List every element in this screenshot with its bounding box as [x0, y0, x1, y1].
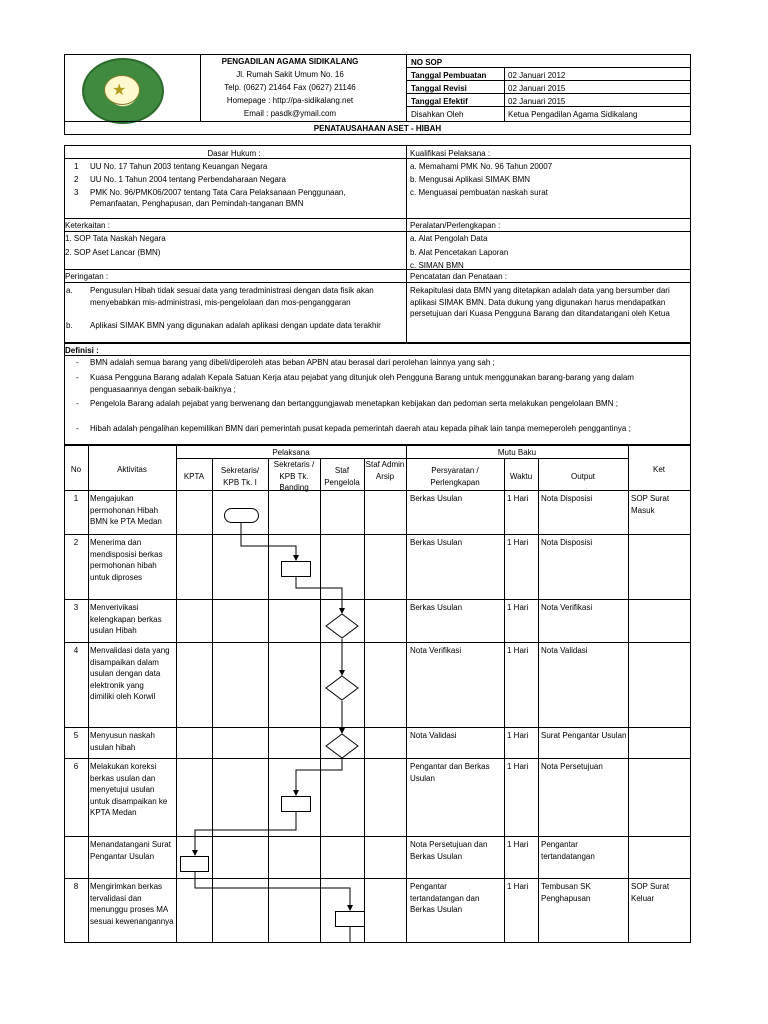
definisi-item-1: BMN adalah semua barang yang dibeli/diperoleh atas beban APBN atau berasal dari perolehan lainnya yang sah ; — [90, 358, 495, 367]
dasar-hukum-text-3b: Pemanfaatan, Penghapusan, dan Pemindah-tanganan BMN — [90, 199, 304, 208]
definisi-bullet-4: - — [76, 424, 79, 433]
org-address: Jl. Rumah Sakit Umum No. 16 — [236, 70, 344, 79]
row-output: Nota Disposisi — [541, 494, 593, 503]
col-sekretaris-banding-header: Sekretaris / KPB Tk. Banding — [273, 460, 315, 492]
row-output: Surat Pengantar Usulan — [541, 731, 627, 740]
definisi-item-4: Hibah adalah pengalihan kepemilikan BMN dari pemerintah pusat kepada pemerintah daerah atau kepada pihak lain tanpa memeperoleh penggantinya ; — [90, 424, 631, 433]
row-waktu: 1 Hari — [507, 762, 529, 771]
row-persyaratan: Nota Persetujuan dan Berkas Usulan — [410, 840, 488, 861]
row-aktivitas: Mengajukan permohonan Hibah BMN ke PTA Medan — [90, 494, 162, 526]
star-icon: ★ — [112, 82, 127, 99]
row-no: 6 — [73, 762, 79, 771]
row-aktivitas: Melakukan koreksi berkas usulan dan menyetujui usulan untuk disampaikan ke KPTA Medan — [90, 762, 168, 817]
definisi-bullet-3: - — [76, 399, 79, 408]
col-output-header: Output — [570, 472, 595, 481]
definisi-item-3: Pengelola Barang adalah pejabat yang berwenang dan bertanggungjawab menetapkan kebijakan dan pedoman serta melakukan pengelolaan BMN ; — [90, 399, 618, 408]
col-aktivitas-header: Aktivitas — [117, 465, 147, 474]
row-persyaratan: Berkas Usulan — [410, 538, 463, 547]
keterkaitan-item-1: 1. SOP Tata Naskah Negara — [65, 234, 166, 243]
dasar-hukum-text-3: PMK No. 96/PMK06/2007 tentang Tata Cara Pelaksanaan Penggunaan, — [90, 188, 346, 197]
row-aktivitas: Menyusun naskah usulan hibah — [90, 731, 155, 752]
pencatatan-text: Rekapitulasi data BMN yang ditetapkan adalah data yang bersumber dari aplikasi SIMAK BMN. Data dukung yang digunakan harus mendapatkan persetujuan dari Kuasa Pengguna Barang dan ditandatangani oleh Ketua — [410, 286, 670, 318]
kualifikasi-item-3: c. Menguasai pembuatan naskah surat — [410, 188, 548, 197]
col-kpta-header: KPTA — [183, 472, 205, 481]
row-output: Pengantar tertandatangan — [541, 840, 595, 861]
row-aktivitas: Menverivikasi kelengkapan berkas usulan Hibah — [90, 603, 162, 635]
dasar-hukum-heading: Dasar Hukum : — [207, 149, 261, 158]
row-output: Nota Disposisi — [541, 538, 593, 547]
dasar-hukum-no-3: 3 — [74, 188, 79, 197]
col-staf-arsip-header: Staf Admin Arsip — [365, 460, 405, 481]
dasar-hukum-no-1: 1 — [74, 162, 79, 171]
row-output: Tembusan SK Penghapusan — [541, 882, 591, 903]
row-no: 2 — [73, 538, 79, 547]
keterkaitan-item-2: 2. SOP Aset Lancar (BMN) — [65, 248, 161, 257]
col-sekretaris-1-header: Sekretaris/ KPB Tk. I — [220, 466, 260, 487]
row-ket: SOP Surat Masuk — [631, 494, 670, 515]
row-persyaratan: Berkas Usulan — [410, 603, 463, 612]
peringatan-text-b: Aplikasi SIMAK BMN yang digunakan adalah aplikasi dengan update data terakhir — [90, 321, 381, 330]
row-persyaratan: Nota Verifikasi — [410, 646, 462, 655]
row-waktu: 1 Hari — [507, 494, 529, 503]
col-waktu-header: Waktu — [509, 472, 533, 481]
flow-decision-validasi — [326, 676, 358, 700]
flow-start-terminator — [225, 509, 259, 523]
row-waktu: 1 Hari — [507, 882, 529, 891]
row-persyaratan: Pengantar tertandatangan dan Berkas Usulan — [410, 882, 480, 914]
dasar-hukum-text-2: UU No. 1 Tahun 2004 tentang Perbendaharaan Negara — [90, 175, 286, 184]
kualifikasi-item-1: a. Memahami PMK No. 96 Tahun 20007 — [410, 162, 553, 171]
row-persyaratan: Berkas Usulan — [410, 494, 463, 503]
row-no: 3 — [73, 603, 79, 612]
pencatatan-heading: Pencatatan dan Penataan : — [410, 272, 507, 281]
sop-label-effective: Tanggal Efektif — [411, 97, 468, 106]
peralatan-item-3: c. SIMAN BMN — [410, 261, 464, 270]
row-waktu: 1 Hari — [507, 731, 529, 740]
row-aktivitas: Menvalidasi data yang disampaikan dalam usulan dengan data elektronik yang dimiliki oleh Korwil — [90, 646, 170, 701]
flow-process-koreksi — [282, 797, 311, 812]
org-phone: Telp. (0627) 21464 Fax (0627) 21146 — [224, 83, 356, 92]
row-ket: SOP Surat Keluar — [631, 882, 670, 903]
row-waktu: 1 Hari — [507, 538, 529, 547]
kualifikasi-heading: Kualifikasi Pelaksana : — [410, 149, 491, 158]
peringatan-text-a: Pengusulan Hibah tidak sesuai data yang teradministrasi dengan data fisik akan menyebabkan mis-administrasi, mis-pengelolaan dan mos-penganggaran — [90, 286, 374, 307]
row-waktu: 1 Hari — [507, 603, 529, 612]
pelaksana-group-header: Pelaksana — [272, 448, 310, 457]
sop-value-revised: 02 Januari 2015 — [508, 84, 566, 93]
flow-process-disposisi — [282, 562, 311, 577]
row-persyaratan: Pengantar dan Berkas Usulan — [410, 762, 490, 783]
peringatan-no-b: b. — [66, 321, 73, 330]
row-aktivitas: Mengirimkan berkas tervalidasi dan menunggu proses MA sesuai kewenangannya — [90, 882, 174, 926]
col-persyaratan-header: Persyaratan / Perlengkapan — [430, 466, 480, 487]
sop-value-approved: Ketua Pengadilan Agama Sidikalang — [508, 110, 638, 119]
peralatan-item-1: a. Alat Pengolah Data — [410, 234, 488, 243]
kualifikasi-item-2: b. Mengusai Aplikasi SIMAK BMN — [410, 175, 531, 184]
mutu-group-header: Mutu Baku — [497, 448, 537, 457]
definisi-bullet-2: - — [76, 373, 79, 382]
document-title: PENATAUSAHAAN ASET - HIBAH — [313, 124, 442, 133]
flow-process-kirim — [336, 912, 365, 927]
row-aktivitas: Menandatangani Surat Pengantar Usulan — [90, 840, 171, 861]
definisi-item-2: Kuasa Pengguna Barang adalah Kepala Satuan Kerja atau pejabat yang ditunjuk oleh Pengguna Barang untuk menggunakan barang-barang yang dalam penguasaannya dengan sebaik-baiknya ; — [90, 373, 634, 394]
row-aktivitas: Menerima dan mendisposisi berkas permohonan hibah untuk diproses — [90, 538, 163, 582]
row-no: 1 — [73, 494, 79, 503]
row-output: Nota Persetujuan — [541, 762, 603, 771]
org-email: Email : pasdk@ymail.com — [243, 109, 337, 118]
col-staf-pengelola-header: Staf Pengelola — [324, 466, 360, 487]
sop-label-approved: Disahkan Oleh — [411, 110, 464, 119]
dasar-hukum-text-1: UU No. 17 Tahun 2003 tentang Keuangan Negara — [90, 162, 268, 171]
keterkaitan-heading: Keterkaitan : — [65, 221, 110, 230]
sop-label-revised: Tanggal Revisi — [411, 84, 467, 93]
flow-process-tandatangan — [181, 857, 209, 872]
row-output: Nota Validasi — [541, 646, 588, 655]
definisi-heading: Definisi : — [65, 346, 99, 355]
flow-decision-naskah — [326, 734, 358, 758]
org-homepage: Homepage : http://pa-sidikalang.net — [226, 96, 354, 105]
sop-value-effective: 02 Januari 2015 — [508, 97, 566, 106]
peringatan-heading: Peringatan : — [65, 272, 109, 281]
peralatan-heading: Peralatan/Perlengkapan : — [410, 221, 501, 230]
row-waktu: 1 Hari — [507, 840, 529, 849]
sop-label-no: NO SOP — [411, 58, 443, 67]
row-waktu: 1 Hari — [507, 646, 529, 655]
row-no: 5 — [73, 731, 79, 740]
row-output: Nota Verifikasi — [541, 603, 593, 612]
col-ket-header: Ket — [652, 465, 665, 474]
row-no: 8 — [73, 882, 79, 891]
flow-decision-verifikasi — [326, 614, 358, 638]
sop-value-created: 02 Januari 2012 — [508, 71, 566, 80]
sop-label-created: Tanggal Pembuatan — [411, 71, 487, 80]
row-persyaratan: Nota Validasi — [410, 731, 457, 740]
peralatan-item-2: b. Alat Pencetakan Laporan — [410, 248, 509, 257]
col-no-header: No — [70, 465, 82, 474]
dasar-hukum-no-2: 2 — [74, 175, 79, 184]
row-no: 4 — [73, 646, 79, 655]
peringatan-no-a: a. — [66, 286, 73, 295]
org-name: PENGADILAN AGAMA SIDIKALANG — [221, 57, 359, 66]
definisi-bullet-1: - — [76, 358, 79, 367]
